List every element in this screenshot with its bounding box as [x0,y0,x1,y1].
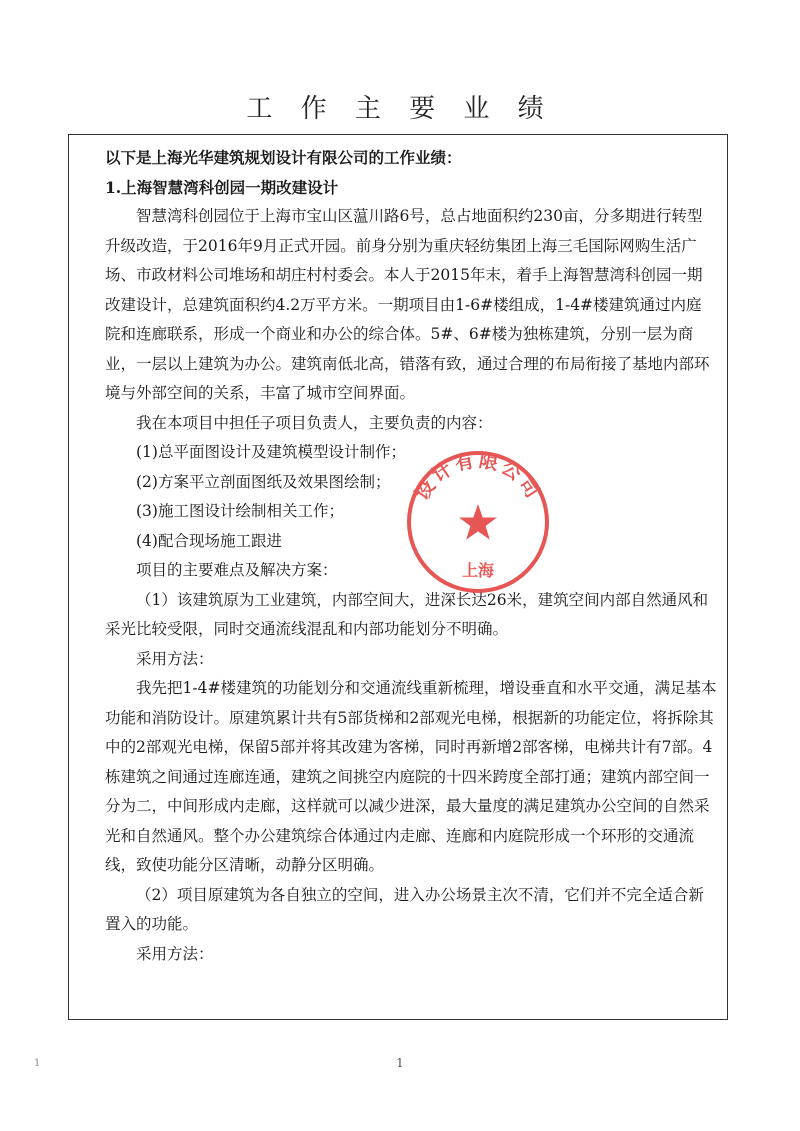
difficulties-heading: 项目的主要难点及解决方案： [136,561,338,579]
intro-line: 以下是上海光华建筑规划设计有限公司的工作业绩： [105,148,462,167]
seal-bottom-text: 上海 [461,561,495,580]
page-title: 工 作 主 要 业 绩 [246,94,554,124]
method-label-1: 采用方法： [136,649,214,668]
duty-item: (1)总平面图设计及建筑模型设计制作； [136,443,406,461]
margin-mark: 1 [34,1058,41,1069]
content-frame [68,134,728,1020]
method-label-2: 采用方法： [136,944,214,963]
issue-1: （1）该建筑原为工业建筑，内部空间大，进深长达26米，建筑空间内部自然通风和采光比较受限，同时交通流线混乱和内部功能划分不明确。 [105,590,709,638]
duty-item: (4)配合现场施工跟进 [136,531,282,550]
seal-star-icon [459,504,497,540]
company-seal-stamp [404,448,552,596]
project-description: 智慧湾科创园位于上海市宝山区蕰川路6号，总占地面积约230亩，分多期进行转型升级改造，于2016年9月正式开园。前身分别为重庆轻纺集团上海三毛国际网购生活广场、市政材料公司堆场和胡庄村村委会。本人于2015年末，着手上海智慧湾科创园一期改建设计，总建筑面积约4.2万平方米。一期项目由1-6#楼组成，1-4#楼建筑通过内庭院和连廊联系，形成一个商业和办公的综合体。5#、6#楼为独栋建筑，分别一层为商业，一层以上建筑为办公。建筑南低北高，错落有致，通过合理的布局衔接了基地内部环境与外部空间的关系，丰富了城市空间界面。 [105,207,710,402]
seal-arc-text: 设计有限公司 [411,449,545,505]
duty-item: (2)方案平立剖面图纸及效果图绘制； [136,472,391,491]
role-intro: 我在本项目中担任子项目负责人，主要负责的内容： [136,413,493,432]
solution-1: 我先把1-4#楼建筑的功能划分和交通流线重新梳理，增设垂直和水平交通，满足基本功能和消防设计。原建筑累计共有5部货梯和2部观光电梯，根据新的功能定位，将拆除其中的2部观光电梯，保留5部并将其改建为客梯，同时再新增2部客梯，电梯共计有7部。4栋建筑之间通过连廊连通，建筑之间挑空内庭院的十四米跨度全部打通；建筑内部空间一分为二，中间形成内走廊，这样就可以减少进深，最大量度的满足建筑办公空间的自然采光和自然通风。整个办公建筑综合体通过内走廊、连廊和内庭院形成一个环形的交通流线，致使功能分区清晰，动静分区明确。 [105,679,717,874]
page-number: 1 [396,1056,404,1070]
issue-2: （2）项目原建筑为各自独立的空间，进入办公场景主次不清，它们并不完全适合新置入的功能。 [105,885,704,933]
project-heading: 1.上海智慧湾科创园一期改建设计 [105,177,339,197]
duty-item: (3)施工图设计绘制相关工作； [136,502,344,520]
